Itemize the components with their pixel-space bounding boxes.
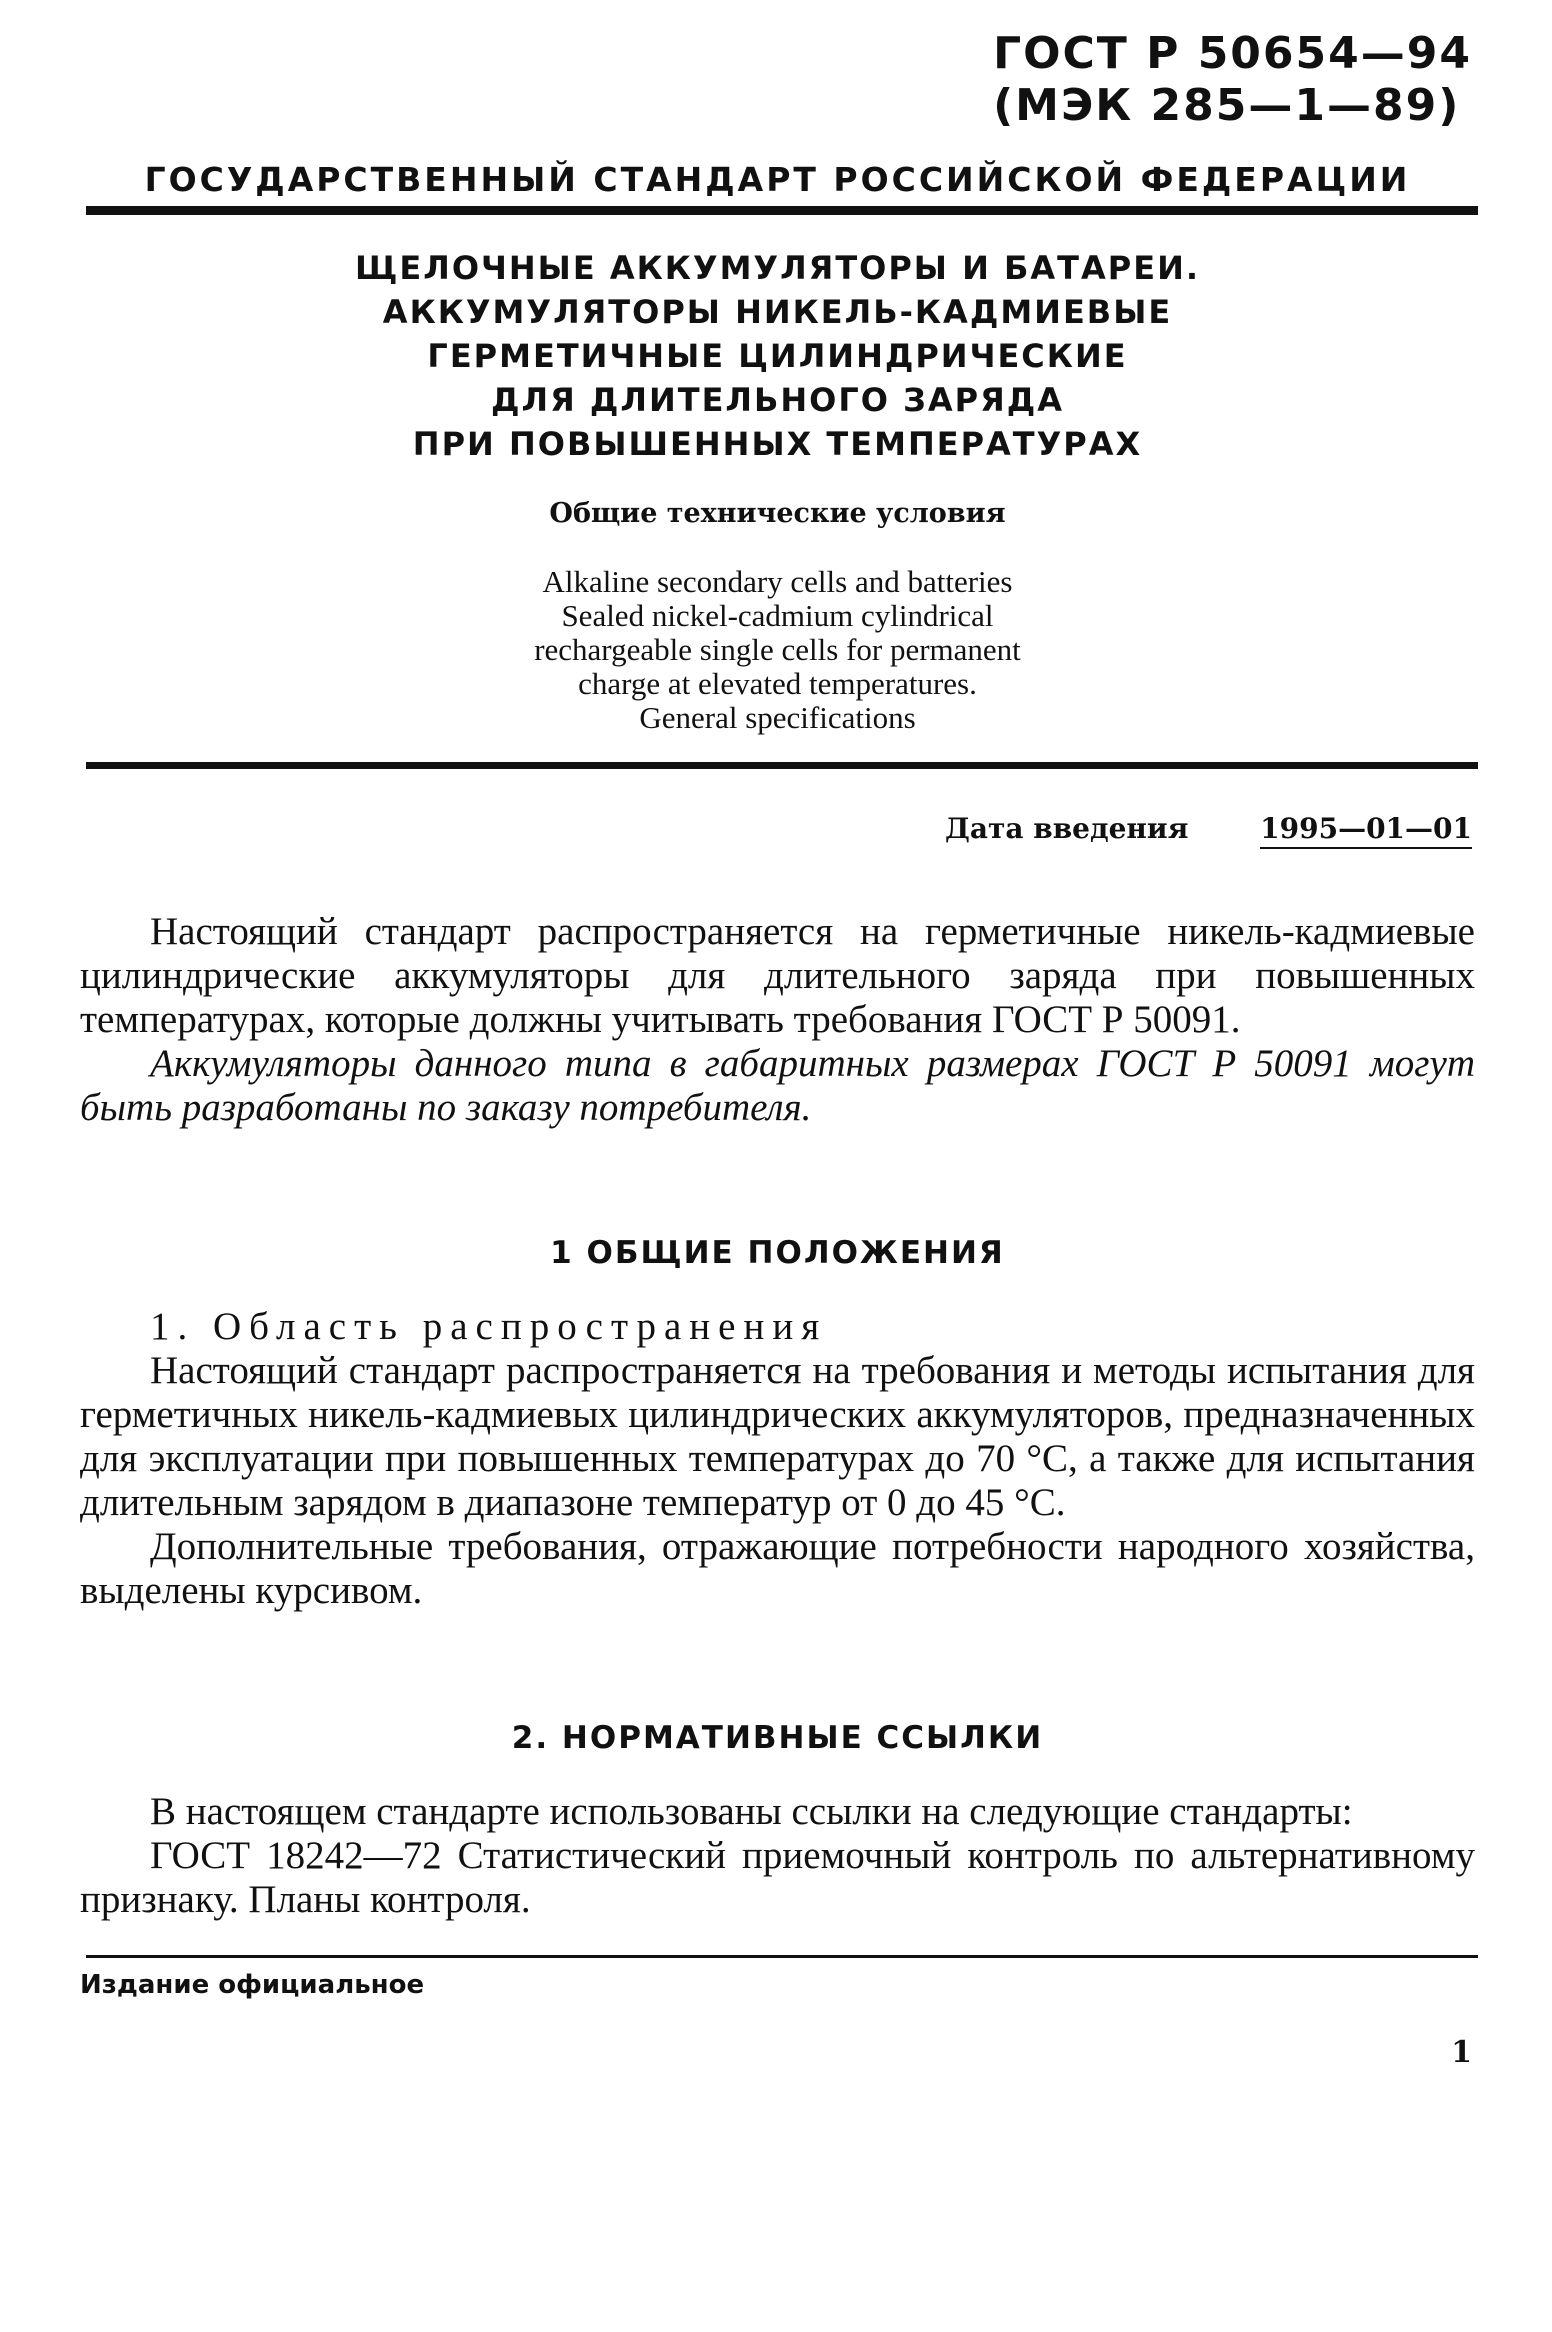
title-line: АККУМУЛЯТОРЫ НИКЕЛЬ-КАДМИЕВЫЕ [382, 293, 1173, 331]
section-1-heading: 1 ОБЩИЕ ПОЛОЖЕНИЯ [550, 1235, 1005, 1271]
section-1-subheading: 1. Область распространения [150, 1305, 828, 1348]
footer-rule [86, 1955, 1478, 1958]
header-rule [86, 206, 1478, 215]
english-title-line: Sealed nickel-cadmium cylindrical [561, 598, 994, 633]
english-title-line: rechargeable single cells for permanent [534, 632, 1021, 667]
title-line: ГЕРМЕТИЧНЫЕ ЦИЛИНДРИЧЕСКИЕ [427, 337, 1128, 375]
introduction-date-label: Дата введения [944, 812, 1189, 845]
english-title [80, 565, 1475, 735]
section-2-heading: 2. НОРМАТИВНЫЕ ССЫЛКИ [511, 1720, 1044, 1756]
iec-number: (МЭК 285—1—89) [993, 80, 1461, 131]
introduction-date-value: 1995—01—01 [1260, 812, 1472, 849]
section-1-paragraph: Дополнительные требования, отражающие потребности народного хозяйства, выделены курсивом. [80, 1525, 1475, 1612]
document-title [80, 246, 1475, 466]
gost-number: ГОСТ Р 50654—94 [993, 28, 1472, 79]
section-2-text [80, 1790, 1475, 1922]
english-title-line: General specifications [639, 700, 916, 735]
document-subtitle: Общие технические условия [549, 498, 1006, 529]
english-title-line: charge at elevated temperatures. [578, 666, 977, 701]
introduction-date [945, 812, 1472, 845]
title-line: ЩЕЛОЧНЫЕ АККУМУЛЯТОРЫ И БАТАРЕИ. [354, 249, 1201, 287]
title-rule [86, 762, 1478, 769]
section-1-text [80, 1305, 1475, 1613]
intro-text [80, 910, 1475, 1130]
title-line: ПРИ ПОВЫШЕННЫХ ТЕМПЕРАТУРАХ [412, 425, 1143, 463]
page-number: 1 [1451, 2035, 1472, 2070]
intro-paragraph: Настоящий стандарт распространяется на герметичные никель-кадмиевые цилиндрические аккумуляторы для длительного заряда при повышенных температурах, которые должны учитывать требования ГОСТ Р 50091. [80, 910, 1475, 1041]
official-edition-label: Издание официальное [80, 1970, 425, 2000]
english-title-line: Alkaline secondary cells and batteries [542, 564, 1013, 599]
title-line: ДЛЯ ДЛИТЕЛЬНОГО ЗАРЯДА [491, 381, 1064, 419]
section-2-paragraph: В настоящем стандарте использованы ссылки на следующие стандарты: [150, 1790, 1353, 1833]
document-code [993, 28, 1472, 132]
section-1-paragraph: Настоящий стандарт распространяется на требования и методы испытания для герметичных никель-кадмиевых цилиндрических аккумуляторов, предназначенных для эксплуатации при повышенных температурах до 70 °С, а также для испытания длительным зарядом в диапазоне температур от 0 до 45 °С. [80, 1349, 1475, 1524]
state-standard-heading: ГОСУДАРСТВЕННЫЙ СТАНДАРТ РОССИЙСКОЙ ФЕДЕРАЦИИ [144, 160, 1411, 199]
section-2-paragraph: ГОСТ 18242—72 Статистический приемочный контроль по альтернативному признаку. Планы контроля. [80, 1834, 1475, 1921]
intro-italic-note: Аккумуляторы данного типа в габаритных размерах ГОСТ Р 50091 могут быть разработаны по заказу потребителя. [80, 1042, 1475, 1129]
